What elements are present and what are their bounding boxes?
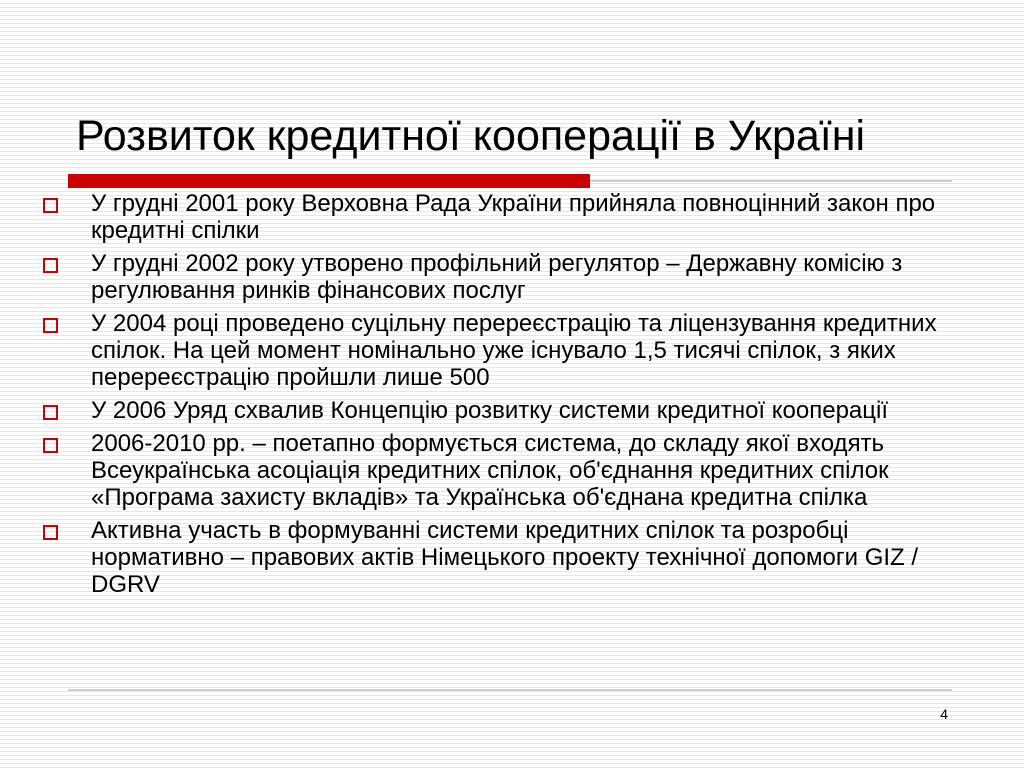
bullet-item (40, 190, 970, 244)
slide-title: Розвиток кредитної кооперації в Україні (76, 112, 866, 160)
bullet-item (40, 397, 970, 424)
square-bullet-icon (43, 258, 58, 273)
title-underline-divider (590, 180, 952, 182)
bullet-list (40, 190, 970, 604)
footer-divider (68, 689, 952, 691)
bullet-text: Активна участь в формуванні системи кредитних спілок та розробці нормативно – правових актів Німецького проекту технічної допомоги GIZ / DGRV (91, 517, 919, 598)
bullet-text: У 2006 Уряд схвалив Концепцію розвитку системи кредитної кооперації (91, 397, 889, 424)
bullet-item (40, 517, 970, 598)
bullet-text: У грудні 2001 року Верховна Рада України прийняла повноцінний закон про кредитні спілки (91, 190, 936, 244)
square-bullet-icon (43, 318, 58, 333)
bullet-text: 2006-2010 рр. – поетапно формується система, до складу якої входять Всеукраїнська асоціація кредитних спілок, об'єднання кредитних спілок «Програма захисту вкладів» та Українська об'єднана кредитна спілка (91, 430, 889, 511)
bullet-text: У грудні 2002 року утворено профільний регулятор – Державну комісію з регулювання ринків фінансових послуг (91, 250, 903, 304)
square-bullet-icon (43, 438, 58, 453)
square-bullet-icon (43, 198, 58, 213)
square-bullet-icon (43, 405, 58, 420)
bullet-item (40, 430, 970, 511)
page-number: 4 (940, 706, 948, 722)
square-bullet-icon (43, 525, 58, 540)
bullet-text: У 2004 році проведено суцільну перереєстрацію та ліцензування кредитних спілок. На цей момент номінально уже існувало 1,5 тисячі спілок, з яких перереєстрацію пройшли лише 500 (91, 310, 937, 391)
title-underline-accent (68, 174, 590, 188)
bullet-item (40, 310, 970, 391)
bullet-item (40, 250, 970, 304)
